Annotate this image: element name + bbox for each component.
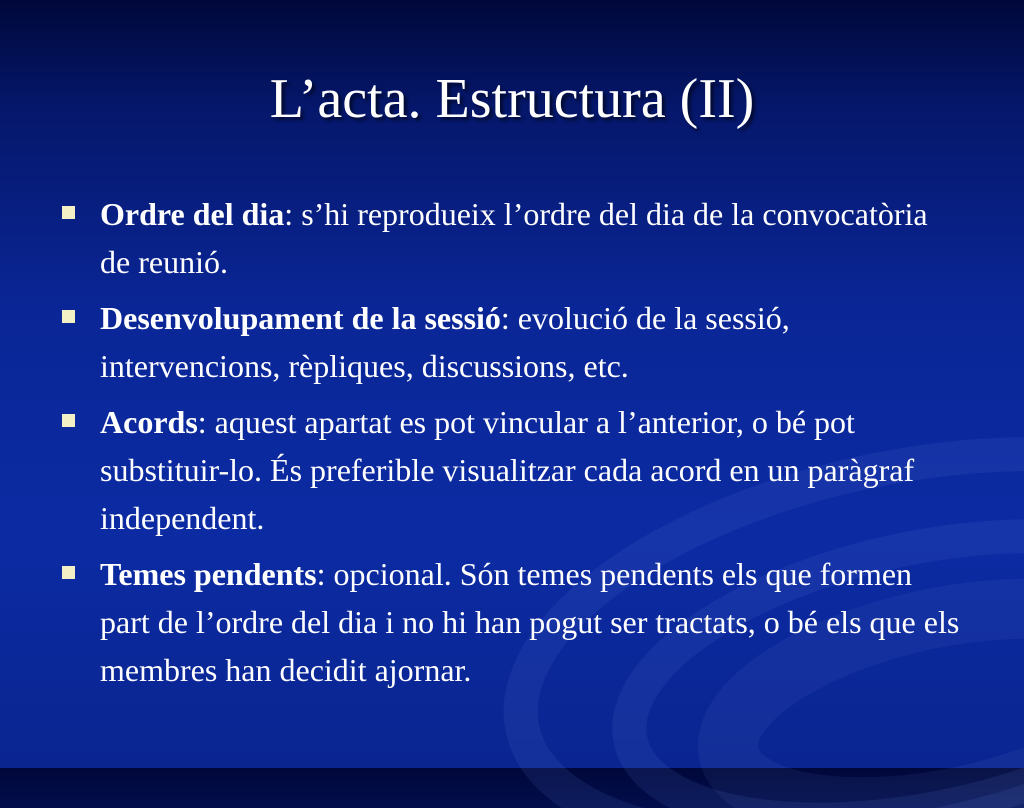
bullet-text: : evolució de la sessió, intervencions, rèpliques, discussions, etc.: [100, 300, 790, 384]
list-item-ordre-del-dia: [62, 190, 962, 286]
square-bullet-icon: [62, 310, 75, 323]
bullet-text: : s’hi reprodueix l’ordre del dia de la convocatòria de reunió.: [100, 196, 928, 280]
bullet-term: Ordre del dia: [100, 196, 285, 232]
bullet-term: Desenvolupament de la sessió: [100, 300, 501, 336]
bullet-list: [62, 190, 962, 702]
bullet-term: Acords: [100, 404, 198, 440]
square-bullet-icon: [62, 414, 75, 427]
square-bullet-icon: [62, 566, 75, 579]
slide-title: L’acta. Estructura (II): [269, 68, 755, 130]
list-item-desenvolupament: [62, 294, 962, 390]
bullet-text: : opcional. Són temes pendents els que formen part de l’ordre del dia i no hi han pogut ser tractats, o bé els que els membres han decidit ajornar.: [100, 556, 960, 688]
bullet-text: : aquest apartat es pot vincular a l’anterior, o bé pot substituir-lo. És preferible visualitzar cada acord en un paràgraf independent.: [100, 404, 915, 536]
bullet-term: Temes pendents: [100, 556, 317, 592]
list-item-temes-pendents: [62, 550, 962, 694]
square-bullet-icon: [62, 206, 75, 219]
list-item-acords: [62, 398, 962, 542]
